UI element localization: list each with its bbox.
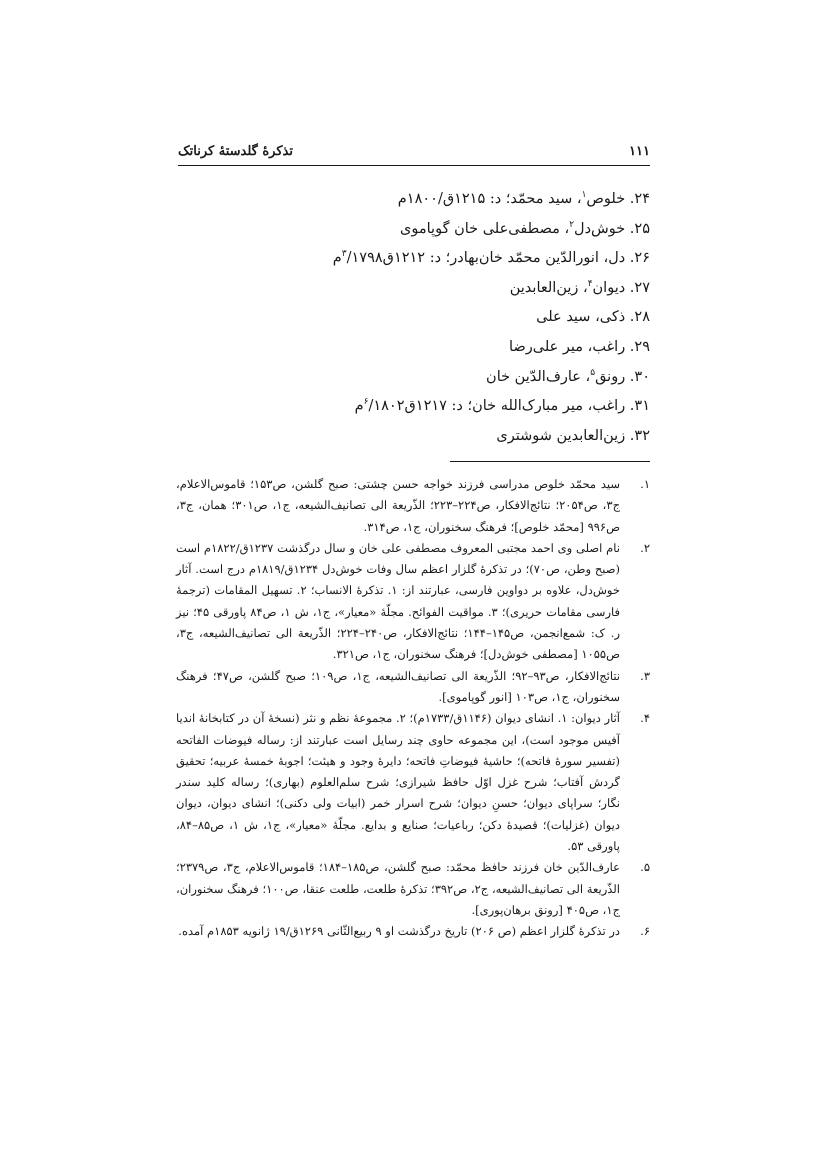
footnote-number: ۱. — [640, 477, 650, 491]
footnote — [176, 921, 650, 942]
footnote-text: سید محمّد خلوص مدراسی فرزند خواجه حسن چشتی: صبح گلشن، ص۱۵۳؛ قاموس‌الاعلام، ج۳، ص۲۰۵۴؛ نتائج‌الافکار، ص۲۲۴–۲۲۳؛ الذّریعة الی تصانیف‌الشیعه، ج۱، ص۳۰۱؛ همان، ج۳، ص۹۹۶ [محمّد خلوص]؛ فرهنگ سخنوران، ج۱، ص۳۱۴. — [176, 477, 620, 534]
running-header — [178, 142, 650, 162]
poet-entry: ۲۵. خوش‌دل$^۲$، مصطفی‌علی خان گوپاموی — [400, 219, 650, 237]
footnotes-list — [176, 474, 650, 943]
footnote-text: آثار دیوان: ۱. انشای دیوان (۱۱۴۶ق/۱۷۳۳م)؛ ۲. مجموعهٔ نظم و نثر (نسخهٔ آن در کتابخانهٔ اندیا آفیس موجود است)، این مجموعه حاوی چند رسایل است عبارتند از: رساله فیوضات الفاتحه (تفسیر سورهٔ فاتحه)؛ حاشیهٔ فیوضاتِ فاتحه؛ دایرهٔ وجود و هیئت؛ اجوبهٔ خمسهٔ عربیه؛ تحقیق گردش آفتاب؛ شرح غزل اوّل حافظ شیرازی؛ شرح سلم‌العلوم (بهاری)؛ رساله کلید سندر نگار؛ سراپای دیوان؛ حسنِ دیوان؛ شرح اسرار خمر (ابیات ولی دکنی)؛ انشای دیوان، دیوان دیوان (غزلیات)؛ قصیدهٔ دکن؛ رباعیات؛ صنایع و بدایع. مجلّهٔ «معیار»، ج۱، ش ۱، ص۸۵–۸۴، پاورقی ۵۳. — [176, 711, 621, 854]
footnote-separator — [450, 461, 650, 462]
footnote-marker[interactable]: ۳ — [341, 249, 347, 260]
footnote-number: ۲. — [640, 540, 650, 555]
footnote-marker[interactable]: ۵ — [590, 367, 596, 378]
footnote — [176, 666, 650, 709]
poet-entry: ۲۹. راغب، میر علی‌رضا — [509, 338, 650, 355]
poet-entry: ۳۱. راغب، میر مبارک‌الله خان؛ د: ۱۲۱۷ق$^۶$/۱۸۰۲م — [354, 397, 650, 415]
footnote-number: ۵. — [640, 860, 650, 875]
footnote — [176, 538, 650, 666]
footnote-marker[interactable]: ۲ — [569, 219, 575, 230]
footnote-text: عارف‌الدّین خان فرزند حافظ محمّد: صبح گلشن، ص۱۸۵–۱۸۴؛ قاموس‌الاعلام، ج۳، ص۲۳۷۹؛ الذّریعة الی تصانیف‌الشیعه، ج۲، ص۳۹۲؛ تذکرهٔ طلعت، طلعت عنقا، ص۱۰۰؛ فرهنگ سخنوران، ج۱، ص۴۰۵ [رونق برهان‌پوری]. — [176, 860, 620, 917]
poet-entry: ۲۸. ذکی، سید علی — [536, 309, 650, 326]
footnote-number: ۴. — [640, 711, 650, 726]
footnote-text: نتائج‌الافکار، ص۹۳–۹۲؛ الذّریعة الی تصانیف‌الشیعه، ج۱، ص۱۰۹؛ صبح گلشن، ص۴۷؛ فرهنگ سخنوران، ج۱، ص۱۰۳ [انور گوپاموی]. — [176, 668, 620, 704]
footnote — [176, 857, 650, 921]
footnote-text: نام اصلی وی احمد مجتبی المعروف مصطفی علی خان و سال درگذشت ۱۲۳۷ق/۱۸۲۲م است (صبح وطن، ص۷۰)؛ در تذکرهٔ گلزار اعظم سال وفات خوش‌دل ۱۲۳۴ق/۱۸۱۹م درج است. آثار خوش‌دل، علاوه بر دواوین فارسی، عبارتند از: ۱. تذکرهٔ الانساب؛ ۲. تسهیل المقامات (ترجمهٔ فارسی مقامات حریری)؛ ۳. مواقیت الفوائح. مجلّهٔ «معیار»، ج۱، ش ۱، ص۸۴ پاورقی ۴۵؛ نیز ر. ک: شمع‌انجمن، ص۱۴۵–۱۴۴؛ نتائج‌الافکار، ص۲۴۰–۲۲۴؛ الذّریعة الی تصانیف‌الشیعه، ج۳، ص۱۰۵۵ [مصطفی خوش‌دل]؛ فرهنگ سخنوران، ج۱، ص۳۲۱. — [176, 540, 620, 662]
footnote — [176, 708, 650, 857]
footnote-text: در تذکرهٔ گلزار اعظم (ص ۲۰۶) تاریخ درگذشت او ۹ ربیع‌الثّانی ۱۲۶۹ق/۱۹ ژانویه ۱۸۵۳م آمده. — [178, 924, 620, 939]
poet-entries-list — [190, 188, 650, 454]
footnote-marker[interactable]: ۶ — [363, 397, 369, 408]
poet-entry: ۲۷. دیوان$^۴$، زین‌العابدین — [509, 278, 650, 296]
poet-entry: ۳۰. رونق$^۵$، عارف‌الدّین خان — [486, 367, 650, 385]
footnote-number: ۶. — [640, 924, 650, 939]
poet-entry: ۲۴. خلوص$^۱$، سید محمّد؛ د: ۱۲۱۵ق/۱۸۰۰م — [397, 190, 650, 207]
poet-entry: ۲۶. دل، انورالدّین محمّد خان‌بهادر؛ د: ۱۲۱۲ق$^۳$/۱۷۹۸م — [332, 249, 650, 267]
footnote-number: ۳. — [640, 668, 650, 683]
header-rule — [178, 165, 650, 166]
running-title: تذکرهٔ گلدستهٔ کرناتک — [178, 144, 293, 159]
page-number: ۱۱۱ — [629, 144, 650, 159]
footnote — [176, 474, 650, 538]
footnote-marker[interactable]: ۱ — [581, 190, 587, 201]
poet-entry: ۳۲. زین‌العابدین شوشتری — [496, 427, 650, 444]
footnote-marker[interactable]: ۴ — [587, 278, 593, 289]
